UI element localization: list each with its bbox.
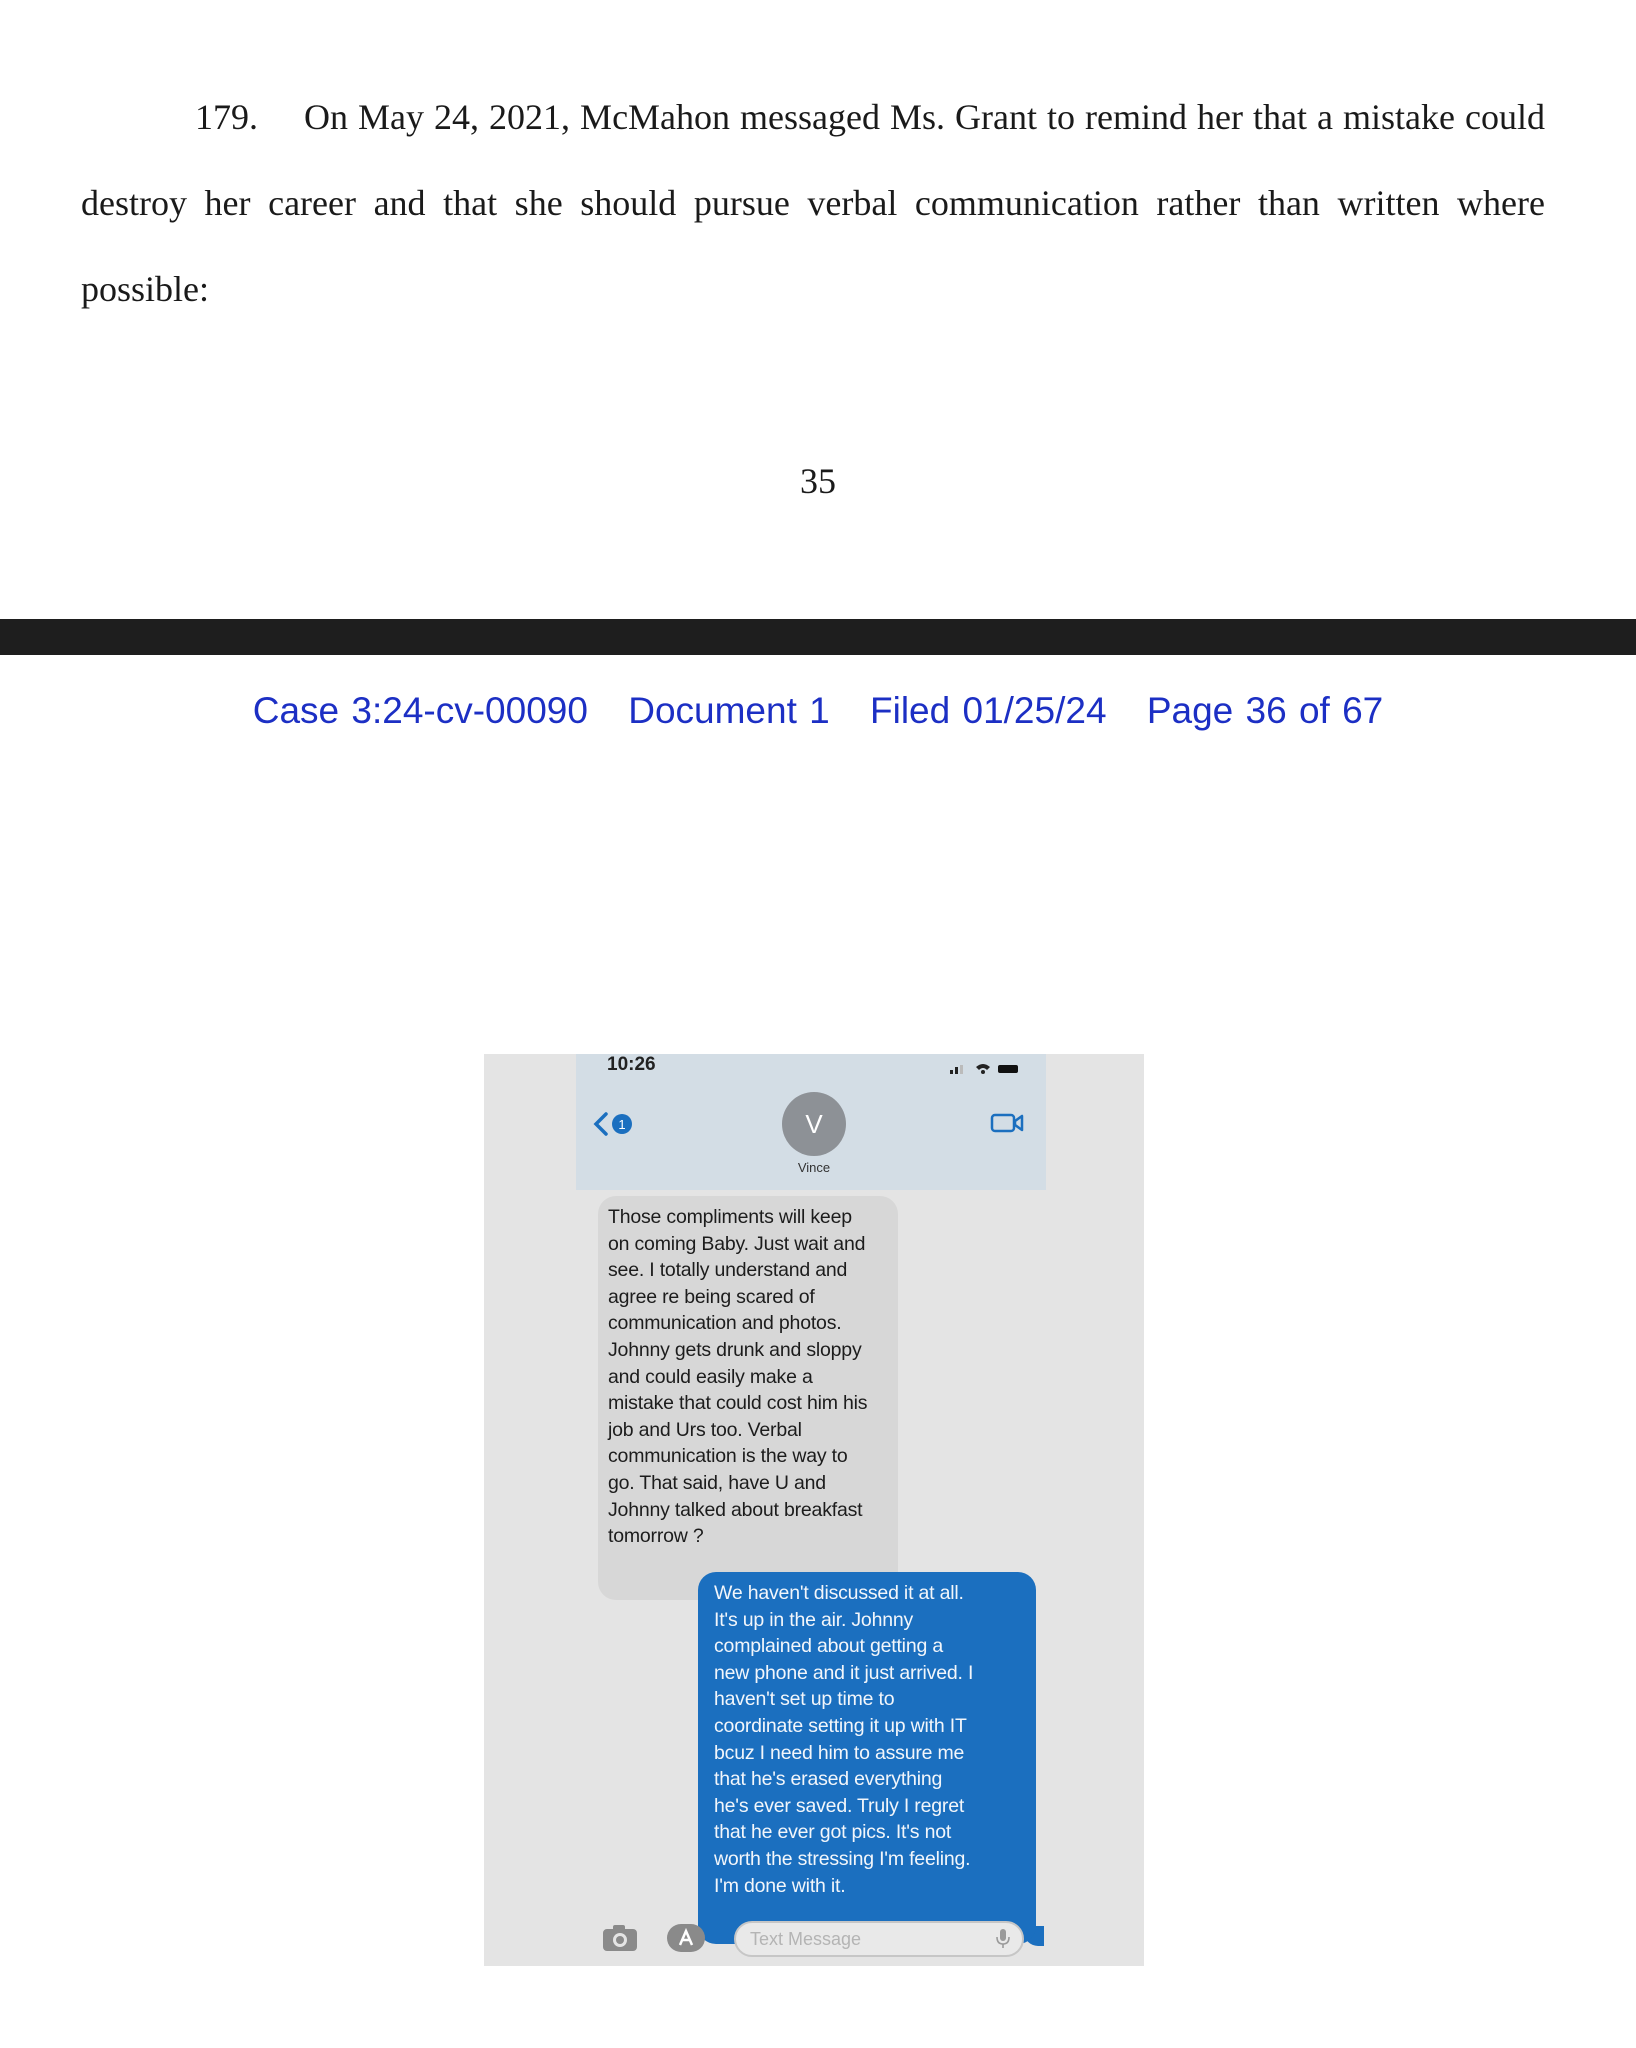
message-input-placeholder: Text Message	[750, 1929, 862, 1949]
message-input[interactable]	[734, 1921, 1024, 1957]
microphone-icon[interactable]	[994, 1928, 1012, 1950]
status-time: 10:26	[607, 1054, 656, 1075]
page-number: 35	[800, 461, 836, 501]
received-message-bubble: Those compliments will keep on coming Baby. Just wait and see. I totally understand and agree re being scared of communication and photos. Johnny gets drunk and sloppy and could easily make a mistake that could cost him his job and Urs too. Verbal communication is the way to go. That said, have U and Johnny talked about breakfast tomorrow ?	[598, 1196, 898, 1600]
camera-icon[interactable]	[602, 1924, 638, 1952]
unread-badge: 1	[618, 1117, 626, 1132]
paragraph-number: 179.	[195, 97, 258, 137]
document-number: Document 1	[628, 690, 830, 731]
app-store-icon[interactable]	[666, 1922, 710, 1954]
contact-name[interactable]: Vince	[797, 1160, 831, 1175]
back-icon[interactable]	[592, 1110, 640, 1138]
status-icons	[950, 1062, 1020, 1076]
filed-date: Filed 01/25/24	[870, 690, 1107, 731]
video-call-icon[interactable]	[990, 1112, 1024, 1134]
page-divider	[0, 619, 1636, 655]
case-header	[0, 690, 1636, 732]
paragraph-179	[81, 74, 1545, 332]
case-number: Case 3:24-cv-00090	[252, 690, 588, 731]
paragraph-text: On May 24, 2021, McMahon messaged Ms. Grant to remind her that a mistake could destroy her career and that she should pursue verbal communication rather than written where possible:	[81, 97, 1545, 309]
page-indicator: Page 36 of 67	[1146, 690, 1384, 731]
avatar[interactable]: V	[782, 1092, 846, 1156]
sent-message-bubble: We haven't discussed it at all. It's up in the air. Johnny complained about getting a new phone and it just arrived. I haven't set up time to coordinate setting it up with IT bcuz I need him to assure me that he's erased everything he's ever saved. Truly I regret that he ever got pics. It's not worth the stressing I'm feeling. I'm done with it.	[698, 1572, 1036, 1944]
text-message-screenshot	[484, 1054, 1144, 1966]
